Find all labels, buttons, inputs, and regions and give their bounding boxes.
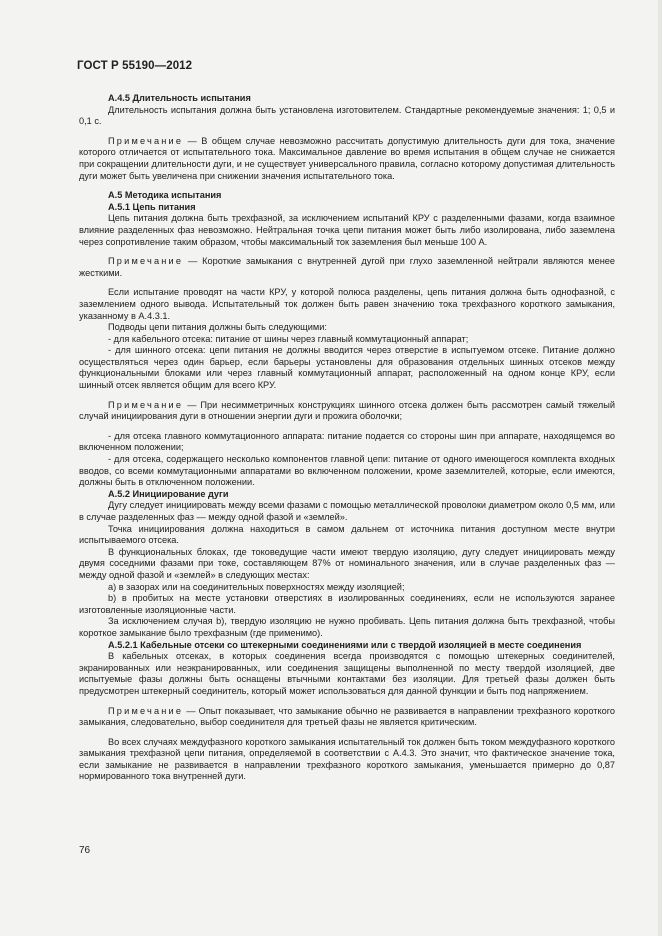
note-text: — При несимметричных конструкциях шинного отсека должен быть рассмотрен самый тяжелый случай инициирования дуги в отношении энергии дуги и прожига оболочки; [79,399,615,422]
note-paragraph [79,400,615,423]
body-paragraph: Во всех случаях междуфазного короткого замыкания испытательный ток должен быть током междуфазного короткого замыкания трехфазной цепи питания, определяемой в соответствии с А.4.3. Это значит, что фактическое значение тока, если замыкание не развивается в направлении трехфазного короткого замыкания, уменьшается примерно до 0,87 нормированного тока внутренней дуги. [79,736,615,782]
spacer [79,729,615,737]
section-heading: А.5.2.1 Кабельные отсеки со штекерными соединениями или с твердой изоляцией в месте соединения [108,639,582,650]
body-paragraph: Если испытание проводят на части КРУ, у которой полюса разделены, цепь питания должна быть однофазной, с заземлением одного вывода. Испытательный ток должен быть равен значению тока трехфазного короткого замыкания, указанному в А.4.3.1. [79,287,615,321]
body-paragraph: b) в пробитых на месте установки отверстиях в изолированных соединениях, если не используются заранее изготовленные изоляционные части. [79,593,615,615]
body-paragraph: - для отсека главного коммутационного аппарата: питание подается со стороны шин при аппарате, находящемся во включенном положении; [79,430,615,453]
body-paragraph: Дугу следует инициировать между всеми фазами с помощью металлической проволоки диаметром около 0,5 мм, или в случае разделенных фаз — между одной фазой и «землей». [79,500,615,522]
section-heading: А.4.5 Длительность испытания [108,93,251,103]
body-paragraph: - для шинного отсека: цепи питания не должны вводится через отверстие в испытуемом отсеке. Питание должно осуществляться через один барьер, если барьеры установлены для образования отдельных шинных отсеков между функциональными блоками или через главный коммутационный аппарат, расположенный на одном конце КРУ, если шинный отсек является общим для всего КРУ. [79,345,615,391]
page-edge [658,0,662,936]
section-heading: А.5.2 Инициирование дуги [108,488,229,499]
spacer [79,182,615,190]
spacer [79,248,615,256]
spacer [79,279,615,287]
standard-header: ГОСТ Р 55190—2012 [77,60,193,72]
document-body [79,93,615,783]
body-paragraph: - для отсека, содержащего несколько компонентов главной цепи: питание от одного имеющегося комплекта входных вводов, со всеми коммутационными аппаратами во включенном положении, кроме заземлителей, которые, если имеются, должны быть в отключенном положении. [79,454,615,488]
body-paragraph: За исключением случая b), твердую изоляцию не нужно пробивать. Цепь питания должна быть трехфазной, чтобы короткое замыкание было трехфазным (где применимо). [79,616,615,638]
body-paragraph: Точка инициирования должна находиться в самом дальнем от источника питания доступном месте внутри испытываемого отсека. [79,523,615,546]
note-paragraph [79,706,615,729]
spacer [79,423,615,431]
body-paragraph: Цепь питания должна быть трехфазной, за исключением испытаний КРУ с разделенными фазами, когда взаимное влияние разделенных фаз невозможно. Нейтральная точка цепи питания может быть либо изолирована, либо заземлена через сопротивление таким образом, чтобы максимальный ток заземления был меньше 100 А. [79,213,615,247]
section-heading: А.5.1 Цепь питания [108,201,196,212]
note-text: — В общем случае невозможно рассчитать допустимую длительность дуги для тока, значение которого отличается от испытательного тока. Максимальное давление во время испытания в общем случае не снижается при сокращении длительности дуги, и не существует универсального правила, согласно которому допустимая длительность дуги может быть увеличена при снижении значения испытательного тока. [79,135,615,181]
body-paragraph: а) в зазорах или на соединительных поверхностях между изоляцией; [108,581,405,592]
note-label: Примечание [108,135,184,146]
note-paragraph [79,256,615,279]
spacer [79,698,615,706]
note-paragraph [79,136,615,182]
body-paragraph: Подводы цепи питания должны быть следующими: [108,322,327,333]
body-paragraph: В функциональных блоках, где токоведущие части имеют твердую изоляцию, дугу следует инициировать между двумя соседними фазами при токе, составляющем 87% от номинального значения, или в случае разделенных фаз — между одной фазой и «землей» в следующих местах: [79,546,615,580]
body-paragraph: В кабельных отсеках, в которых соединения всегда производятся с помощью штекерных соединителей, экранированных или неэкранированных, или соединения защищены выполненной по месту твердой изоляцией, две испытуемые фазы должны быть оснащены втычными контактами без изоляции. Для третьей фазы должен быть предусмотрен штекерный соединитель, который может использоваться для данной функции и быть под напряжением. [79,651,615,696]
page-number: 76 [79,845,91,856]
spacer [79,392,615,400]
note-label: Примечание [108,399,184,410]
body-paragraph: - для кабельного отсека: питание от шины через главный коммутационный аппарат; [108,333,469,344]
spacer [79,128,615,136]
body-paragraph: Длительность испытания должна быть установлена изготовителем. Стандартные рекомендуемые значения: 1; 0,5 и 0,1 с. [79,104,615,127]
note-label: Примечание [108,256,184,267]
note-text: — Короткие замыкания с внутренней дугой при глухо заземленной нейтрали являются менее жесткими. [79,256,615,278]
note-label: Примечание [108,705,184,716]
note-text: — Опыт показывает, что замыкание обычно не развивается в направлении трехфазного короткого замыкания, следовательно, выбор соединителя для третьей фазы не является критическим. [79,705,615,728]
section-heading: А.5 Методика испытания [108,190,222,201]
